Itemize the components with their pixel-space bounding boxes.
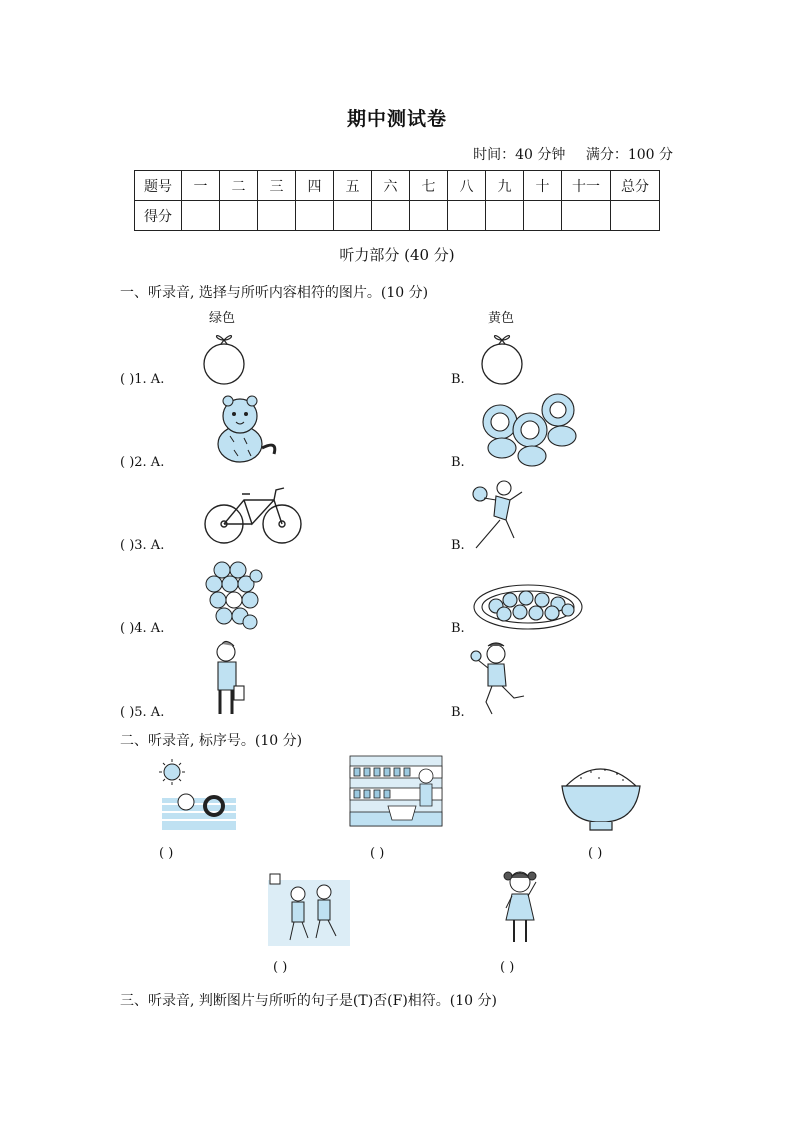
boy-playing-ball-picture[interactable] (466, 476, 530, 552)
swimming-picture[interactable] (158, 758, 238, 832)
q2-blank-4[interactable]: ( ) (273, 960, 288, 975)
header-cell: 二 (220, 171, 258, 201)
score-table-header-row (135, 171, 660, 201)
rice-bowl-picture[interactable] (560, 758, 642, 832)
score-cell[interactable] (296, 201, 334, 231)
score-cell[interactable] (410, 201, 448, 231)
header-cell: 九 (486, 171, 524, 201)
color-label-green: 绿色 (209, 311, 236, 326)
score-cell[interactable] (334, 201, 372, 231)
score-cell[interactable] (448, 201, 486, 231)
q1-item-5-number: ( )5. A. (120, 705, 165, 720)
page-title: 期中测试卷 (346, 108, 447, 130)
score-cell[interactable] (524, 201, 562, 231)
dumplings-plate-picture[interactable] (472, 582, 584, 632)
score-cell[interactable] (220, 201, 258, 231)
q2-blank-2[interactable]: ( ) (370, 846, 385, 861)
q1-item-1-number: ( )1. A. (120, 372, 165, 387)
score-cell[interactable] (182, 201, 220, 231)
ornament-yellow-picture[interactable] (478, 326, 526, 386)
color-label-yellow: 黄色 (488, 311, 515, 326)
q1-item-5-b: B. (451, 705, 465, 720)
q1-item-4-number: ( )4. A. (120, 621, 165, 636)
q1-item-2-number: ( )2. A. (120, 455, 165, 470)
lions-picture[interactable] (474, 392, 586, 470)
q3-heading: 三、听录音, 判断图片与所听的句子是(T)否(F)相符。(10 分) (120, 993, 497, 1009)
section-title: 听力部分 (40 分) (339, 246, 455, 264)
q1-item-3-b: B. (451, 538, 465, 553)
q2-heading: 二、听录音, 标序号。(10 分) (120, 733, 303, 749)
header-cell: 四 (296, 171, 334, 201)
q2-blank-5[interactable]: ( ) (500, 960, 515, 975)
header-cell: 题号 (135, 171, 182, 201)
header-cell: 八 (448, 171, 486, 201)
score-cell[interactable] (562, 201, 611, 231)
q2-blank-1[interactable]: ( ) (159, 846, 174, 861)
header-cell: 七 (410, 171, 448, 201)
time-limit: 时间：40 分钟 (473, 147, 566, 163)
header-cell: 三 (258, 171, 296, 201)
grapes-picture[interactable] (202, 560, 262, 632)
full-score: 满分：100 分 (585, 147, 673, 163)
q1-heading: 一、听录音, 选择与所听内容相符的图片。(10 分) (120, 285, 429, 301)
kids-walking-to-school-picture[interactable] (268, 872, 350, 948)
bicycle-picture[interactable] (202, 484, 304, 546)
score-table-score-row (135, 201, 660, 231)
boy-running-picture[interactable] (466, 640, 536, 718)
score-cell[interactable] (611, 201, 660, 231)
header-cell: 五 (334, 171, 372, 201)
score-table (134, 170, 660, 231)
q1-item-3-number: ( )3. A. (120, 538, 165, 553)
tiger-picture[interactable] (204, 394, 280, 466)
q1-item-4-b: B. (451, 621, 465, 636)
header-cell: 十一 (562, 171, 611, 201)
boy-standing-picture[interactable] (210, 640, 250, 720)
exam-meta (473, 144, 673, 164)
score-row-label: 得分 (135, 201, 182, 231)
header-cell: 十 (524, 171, 562, 201)
header-cell: 总分 (611, 171, 660, 201)
supermarket-picture[interactable] (350, 756, 442, 830)
score-cell[interactable] (258, 201, 296, 231)
q2-blank-3[interactable]: ( ) (588, 846, 603, 861)
q1-item-1-b: B. (451, 372, 465, 387)
score-cell[interactable] (372, 201, 410, 231)
girl-standing-picture[interactable] (498, 868, 546, 948)
score-cell[interactable] (486, 201, 524, 231)
q1-item-2-b: B. (451, 455, 465, 470)
ornament-green-picture[interactable] (200, 326, 248, 386)
header-cell: 一 (182, 171, 220, 201)
header-cell: 六 (372, 171, 410, 201)
